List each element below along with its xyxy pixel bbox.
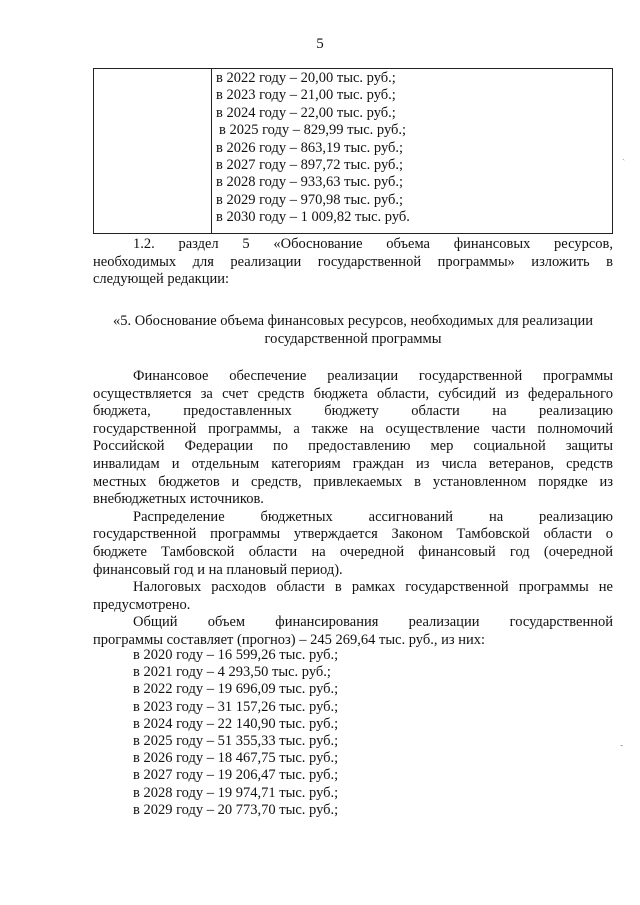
- text-line: Общий объем финансирования реализации государственной: [133, 614, 613, 631]
- yearly-amounts-list: [133, 647, 533, 819]
- scan-mark-icon: ˎ: [622, 150, 626, 161]
- text-line: инвалидам и отдельным категориям граждан из числа ветеранов, средств: [93, 455, 613, 472]
- text-line: необходимых для реализации государственной программы» изложить в: [93, 253, 613, 270]
- scan-mark-icon: -: [620, 740, 624, 751]
- list-item: в 2027 году – 19 206,47 тыс. руб.;: [133, 767, 339, 784]
- text-line: Финансовое обеспечение реализации государственной программы: [133, 368, 613, 384]
- paragraph-total: [93, 614, 613, 649]
- text-line: государственной программы, а также на осуществление части полномочий: [93, 420, 613, 437]
- list-item: в 2024 году – 22 140,90 тыс. руб.;: [133, 715, 339, 732]
- list-item: в 2023 году – 31 157,26 тыс. руб.;: [133, 698, 339, 715]
- table-empty-cell: [94, 69, 212, 233]
- table-row: в 2024 году – 22,00 тыс. руб.;: [216, 104, 396, 121]
- text-line: бюджете Тамбовской области на очередной финансовый год (очередной: [93, 543, 613, 560]
- table-row: в 2029 году – 970,98 тыс. руб.;: [216, 191, 404, 208]
- table-row: в 2025 году – 829,99 тыс. руб.;: [219, 122, 407, 139]
- text-line: программы составляет (прогноз) – 245 269,64 тыс. руб., из них:: [93, 631, 486, 648]
- list-item: в 2028 году – 19 974,71 тыс. руб.;: [133, 784, 339, 801]
- section-heading: [93, 313, 613, 348]
- heading-line: государственной программы: [264, 330, 442, 347]
- text-line: осуществляется за счет средств бюджета области, субсидий из федерального: [93, 385, 613, 402]
- text-line: Российской Федерации по предоставлению мер социальной защиты: [93, 438, 613, 455]
- text-line: государственной программы утверждается Законом Тамбовской области о: [93, 526, 613, 543]
- list-item: в 2020 году – 16 599,26 тыс. руб.;: [133, 647, 339, 663]
- text-line: Налоговых расходов области в рамках государственной программы не: [133, 579, 613, 596]
- table-row: в 2022 году – 20,00 тыс. руб.;: [216, 70, 396, 86]
- page-number: 5: [316, 36, 324, 52]
- text-line: следующей редакции:: [93, 271, 230, 288]
- table-row: в 2023 году – 21,00 тыс. руб.;: [216, 87, 396, 104]
- list-item: в 2022 году – 19 696,09 тыс. руб.;: [133, 681, 339, 698]
- text-line: финансовый год и на плановый период).: [93, 561, 343, 578]
- text-line: 1.2. раздел 5 «Обоснование объема финансовых ресурсов,: [133, 236, 613, 252]
- paragraph-tax: [93, 579, 613, 614]
- text-line: Распределение бюджетных ассигнований на реализацию: [133, 508, 613, 525]
- body-text: [93, 368, 613, 650]
- table-row: в 2027 году – 897,72 тыс. руб.;: [216, 157, 404, 174]
- table-row: в 2028 году – 933,63 тыс. руб.;: [216, 174, 404, 191]
- financing-table: [93, 68, 613, 234]
- heading-line: «5. Обоснование объема финансовых ресурсов, необходимых для реализации: [112, 313, 593, 329]
- text-line: внебюджетных источников.: [93, 491, 264, 508]
- list-item: в 2029 году – 20 773,70 тыс. руб.;: [133, 801, 339, 818]
- amendment-paragraph: [93, 236, 613, 289]
- list-item: в 2026 году – 18 467,75 тыс. руб.;: [133, 750, 339, 767]
- table-values-cell: [212, 69, 612, 233]
- table-row: в 2026 году – 863,19 тыс. руб.;: [216, 139, 404, 156]
- list-item: в 2025 году – 51 355,33 тыс. руб.;: [133, 733, 339, 750]
- text-line: бюджета, предоставленных бюджету области на реализацию: [93, 403, 613, 420]
- list-item: в 2021 году – 4 293,50 тыс. руб.;: [133, 664, 331, 681]
- paragraph-financing: [93, 368, 613, 509]
- text-line: местных бюджетов и средств, привлекаемых в установленном порядке из: [93, 473, 613, 490]
- table-row: в 2030 году – 1 009,82 тыс. руб.: [216, 209, 410, 226]
- text-line: предусмотрено.: [93, 596, 191, 613]
- paragraph-distribution: [93, 509, 613, 579]
